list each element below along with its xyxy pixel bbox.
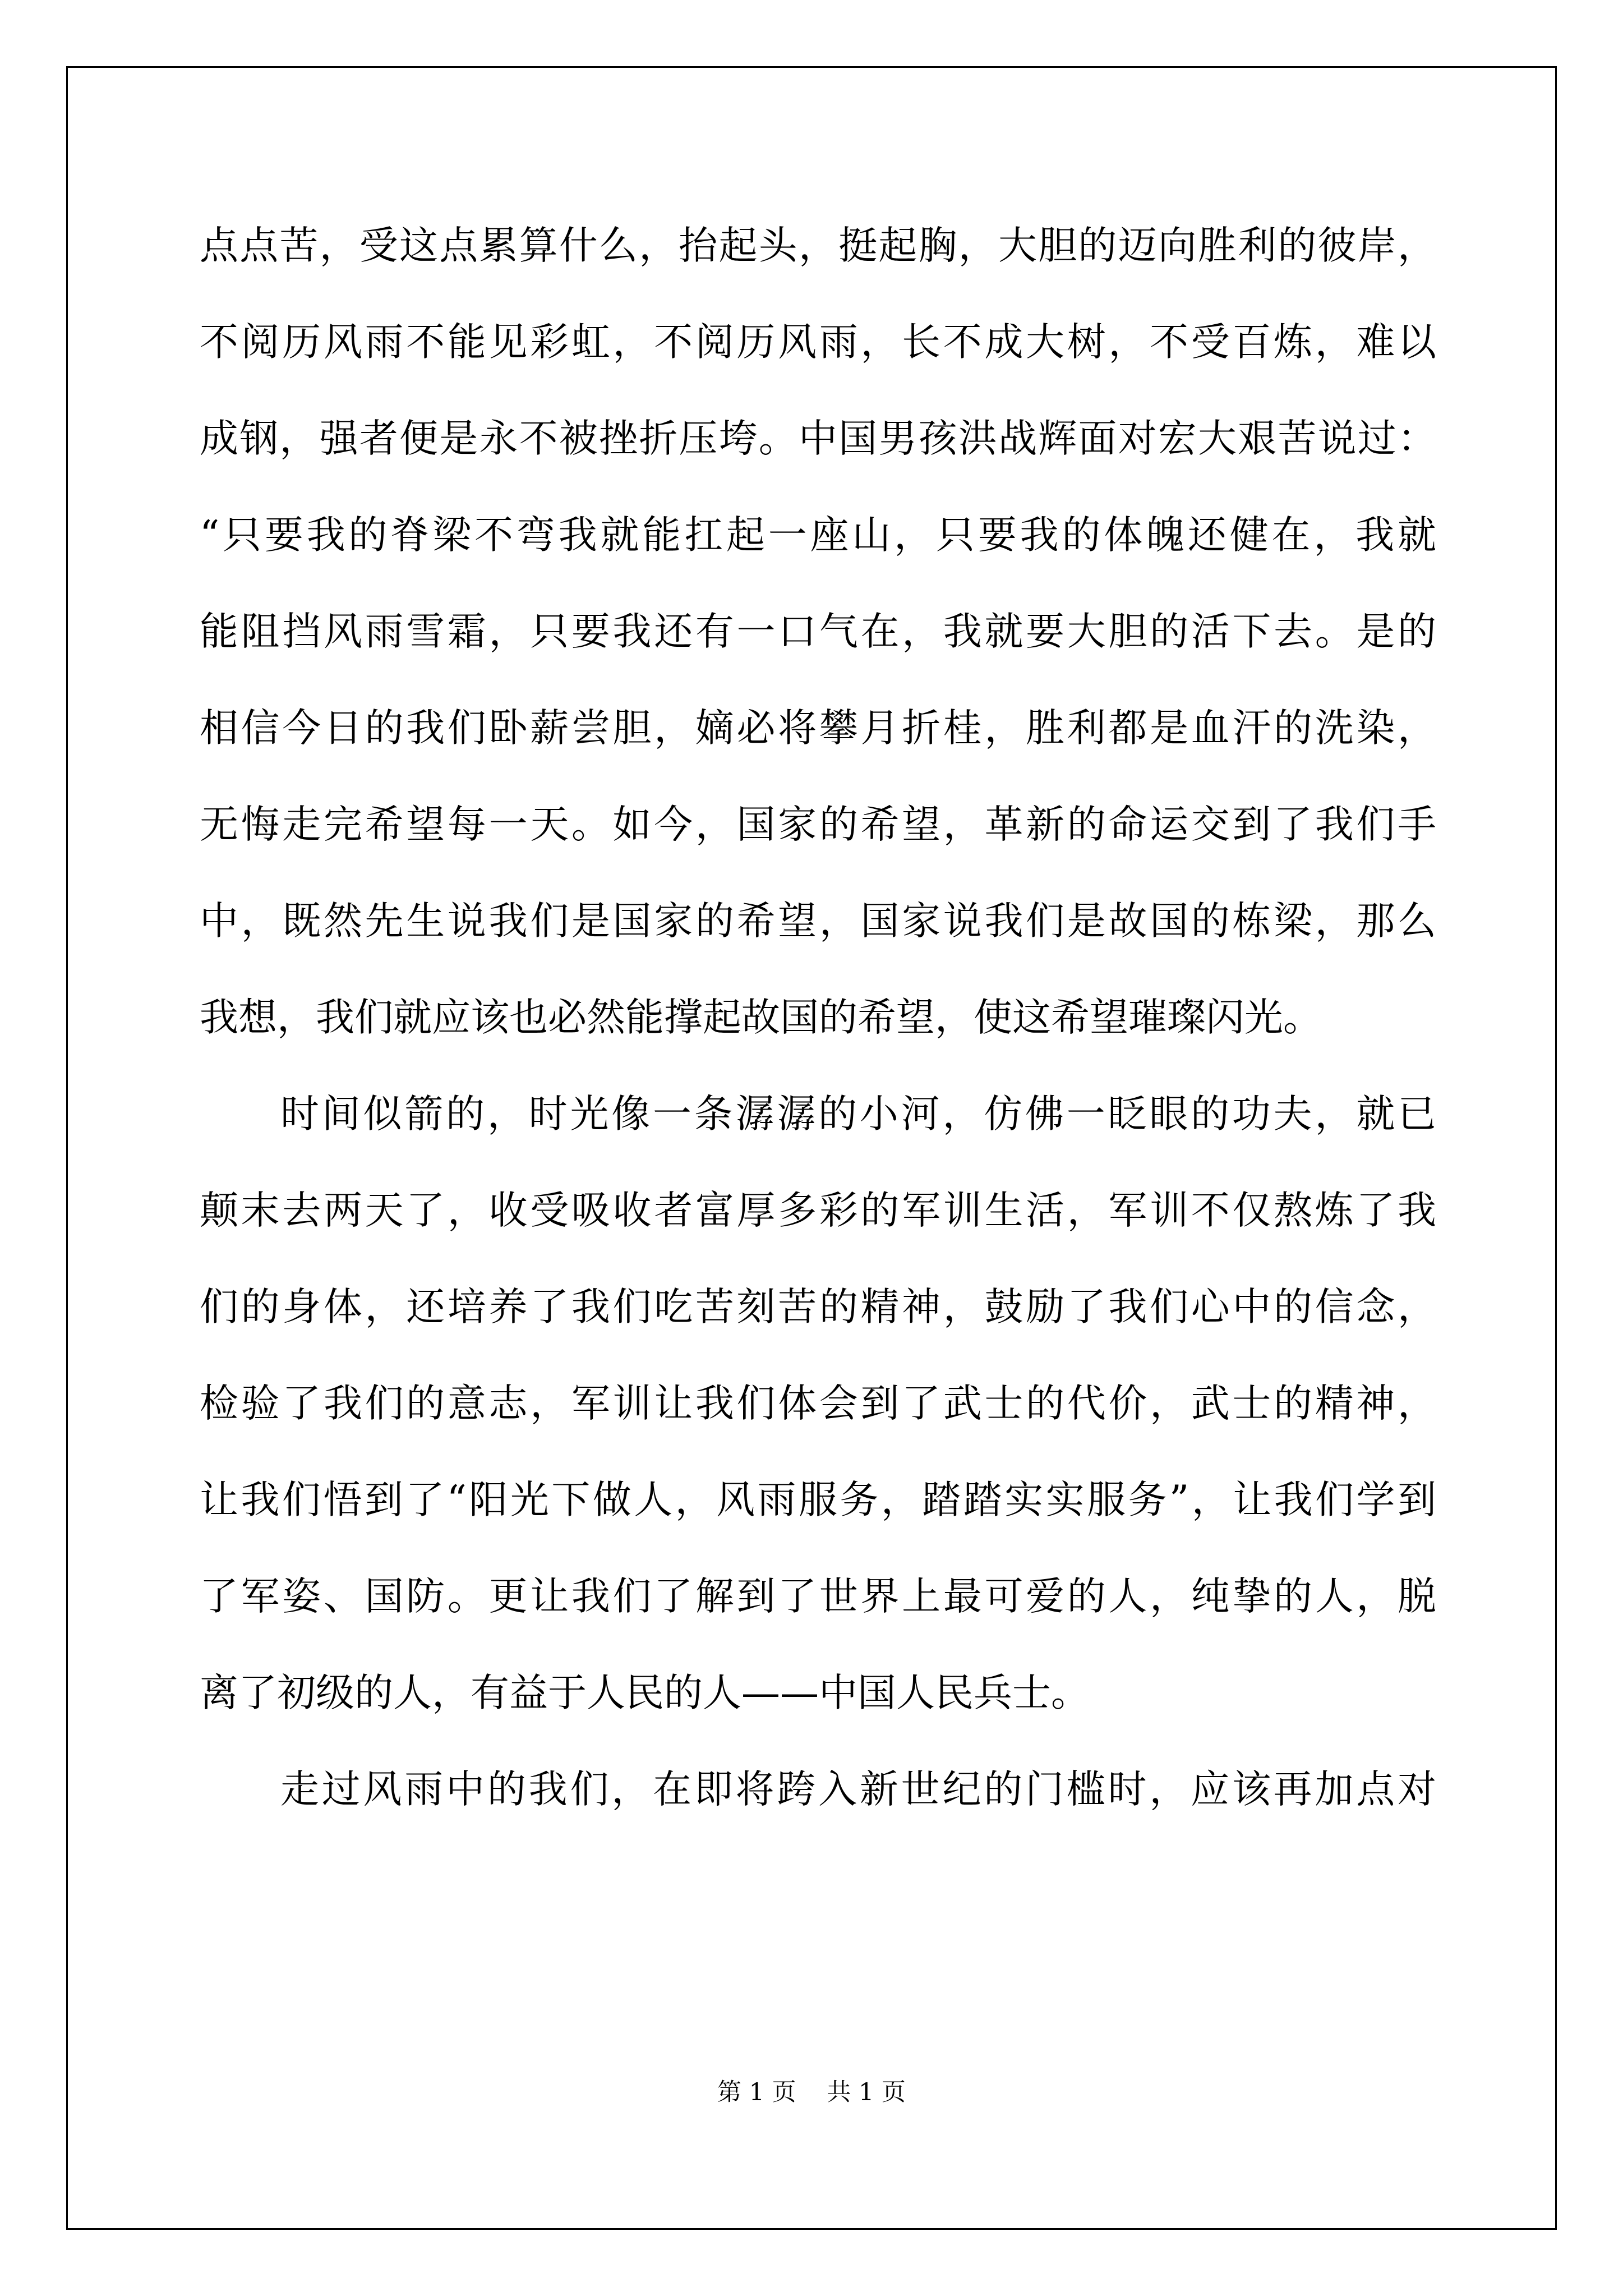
text-line: 了军姿、国防。更让我们了解到了世界上最可爱的人，纯挚的人，脱: [200, 1574, 1436, 1619]
text-line: 成钢，强者便是永不被挫折压垮。中国男孩洪战辉面对宏大艰苦说过：: [200, 416, 1436, 461]
text-line: 不阅历风雨不能见彩虹，不阅历风雨，长不成大树，不受百炼，难以: [200, 320, 1436, 365]
text-line: 相信今日的我们卧薪尝胆，嫡必将攀月折桂，胜利都是血汗的洗染，: [200, 706, 1436, 751]
page-footer: 第 1 页 共 1 页: [717, 2078, 906, 2106]
text-line: 检验了我们的意志，军训让我们体会到了武士的代价，武士的精神，: [200, 1381, 1436, 1426]
paragraph-start-line: 走过风雨中的我们，在即将跨入新世纪的门槛时，应该再加点对: [280, 1767, 1436, 1812]
paragraph-start-line: 时间似箭的，时光像一条潺潺的小河，仿佛一眨眼的功夫，就已: [280, 1092, 1436, 1137]
text-line: 们的身体，还培养了我们吃苦刻苦的精神，鼓励了我们心中的信念，: [200, 1285, 1436, 1329]
text-line: “只要我的脊梁不弯我就能扛起一座山，只要我的体魄还健在，我就: [200, 513, 1436, 558]
text-line: 我想，我们就应该也必然能撑起故国的希望，使这希望璀璨闪光。: [200, 995, 1322, 1040]
text-line: 让我们悟到了“阳光下做人，风雨服务，踏踏实实服务”，让我们学到: [200, 1478, 1436, 1522]
text-line: 离了初级的人，有益于人民的人——中国人民兵士。: [200, 1671, 1090, 1715]
text-line: 无悔走完希望每一天。如今，国家的希望，革新的命运交到了我们手: [200, 802, 1436, 847]
text-line: 点点苦，受这点累算什么，抬起头，挺起胸，大胆的迈向胜利的彼岸，: [200, 223, 1436, 268]
text-line: 颠末去两天了，收受吸收者富厚多彩的军训生活，军训不仅熬炼了我: [200, 1188, 1436, 1233]
text-line: 能阻挡风雨雪霜，只要我还有一口气在，我就要大胆的活下去。是的: [200, 609, 1436, 654]
text-line: 中，既然先生说我们是国家的希望，国家说我们是故国的栋梁，那么: [200, 899, 1436, 944]
page-frame: [66, 66, 1557, 2230]
